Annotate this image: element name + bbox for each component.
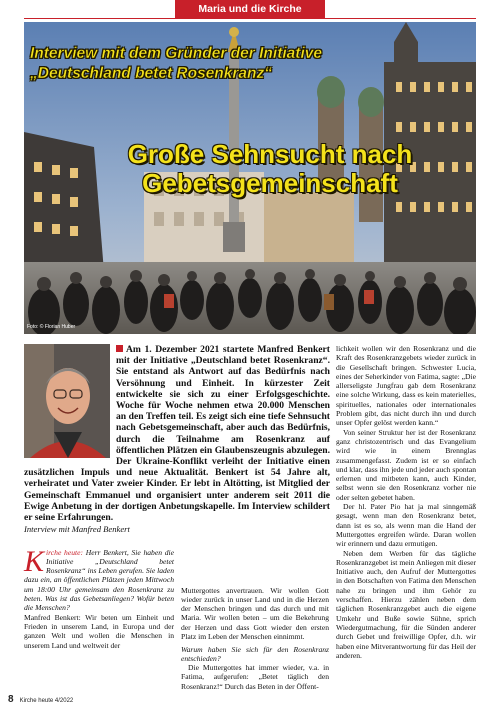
answer-1-continued: Muttergottes anvertrauen. Wir wollen Gott wieder zurück in unser Land und in die Herzen der Menschen bringen und das durch und mit Maria. Wir wollen beten – um die Bekehrung der Herzen und dass Gott wieder den ersten Platz im Leben der Menschen einnimmt. <box>181 586 329 641</box>
article-kicker: Interview mit dem Gründer der Initiative „Deutschland betet Rosenkranz“ <box>30 45 322 82</box>
column-3-para-3: Der hl. Pater Pio hat ja mal sinngemäß gesagt, wenn man den Rosenkranz betet, dann ist es so, als wenn man die Hand der Muttergottes ergreifen würde. Daran wollen wir erinnern und dazu ermutigen. <box>336 502 476 549</box>
column-1 <box>24 545 174 651</box>
page-footer <box>8 694 73 705</box>
answer-2: Die Muttergottes hat immer wieder, v.a. in Fatima, aufgerufen: „Betet täglich den Rosenkranz!“ Durch das Beten in der Öffent- <box>181 663 329 691</box>
top-rule <box>24 18 476 19</box>
column-3 <box>336 344 476 660</box>
intro-marker <box>116 345 123 352</box>
interviewer-label: irche heute: <box>46 548 84 557</box>
answer-1: Manfred Benkert: Wir beten um Einheit und Frieden in unserem Land, in Europa und der ganzen Welt und wollen die Menschen in unserem Land und weltweit der <box>24 613 174 650</box>
issue-label: Kirche heute 4/2022 <box>19 698 74 704</box>
question-1-text: Herr Benkert, Sie haben die Initiative „Deutschland betet Rosenkranz“ ins Leben gerufen. Sie laden dazu ein, an öffentlichen Plätzen jeden Mittwoch um 18:00 Uhr gemeinsam den Rosenkranz zu beten. Was ist das Gebetsanliegen? Wofür beten die Menschen? <box>24 548 174 612</box>
article-intro <box>24 344 330 523</box>
question-2: Warum haben Sie sich für den Rosenkranz entschieden? <box>181 644 329 664</box>
article-headline: Große Sehnsucht nach Gebetsgemeinschaft <box>127 139 413 198</box>
column-3-para-4: Neben dem Werben für das tägliche Rosenkranzgebet ist mein Anliegen mit dieser Initiative auch, den Aufruf der Muttergottes in den Botschaften von Fatima den Menschen nahe zu bringen und ihm Gehör zu verschaffen. Hierzu zählen neben dem täglichen Rosenkranzgebet auch die eigene Umkehr und Buße sowie Sühne, sprich Wiedergutmachung, für die Sünden anderer durch Gebet und freiwillige Opfer, d.h. wir haben eine Mitverantwortung für das Heil der anderen. <box>336 548 476 660</box>
page-number: 8 <box>8 694 14 705</box>
photo-credit: Foto: © Florian Huber <box>27 324 76 330</box>
question-1 <box>24 545 174 612</box>
column-3-para-1: lichkeit wollen wir den Rosenkranz und die Kraft des Rosenkranzgebets wieder zurück in die Gesellschaft bringen. Schwester Lucia, eines der Seherkinder von Fatima, sagte: „Die allerseligste Jungfrau gab dem Rosenkranz eine solche Wirkung, dass es kein materielles, spirituelles, nationales oder internationales Problem gibt, das nicht durch ihn und durch unser Opfer gelöst werden kann.“ <box>336 344 476 428</box>
drop-cap: K <box>24 545 45 578</box>
column-2 <box>181 586 329 691</box>
intro-text: Am 1. Dezember 2021 startete Manfred Benkert mit der Initiative „Deutschland betet Rosenkranz“. Sie entstand als Antwort auf das Bedürfnis nach Versöhnung und Einheit. In kürzester Zeit entwickelte sie sich zu einer Erfolgsgeschichte. Woche für Woche nehmen etwa 20.000 Menschen an den Treffen teil. Es zeigt sich eine tiefe Sehnsucht nach Gebetsgemeinschaft, aber auch das Bedürfnis, durch die Teilnahme am Rosenkranz auf öffentlichen Plätzen ein Glaubenszeugnis abzulegen. Der Ukraine-Konflikt verleiht der Initiative einen zusätzlichen Impuls und neue Aktualität. Benkert ist 54 Jahre alt, verheiratet und Vater zweier Kinder. Er lebt in Altötting, ist Mitglied der Gemeinschaft Emmanuel und organisiert unter anderem seit 2011 die Ewige Anbetung in der dortigen Anbetungskapelle. Im Interview schildert er seine Erfahrungen. <box>24 344 330 524</box>
column-3-para-2: Von seiner Struktur her ist der Rosenkranz ganz christozentrisch und das Evangelium wird wie in einem Brennglas zusammengefasst. Zudem ist er so einfach und klar, dass ihn jede und jeder auch spontan erlernen und mitbeten kann, auch Kinder, selbst wenn sie den Rosenkranz vorher nie oder selten gebetet haben. <box>336 427 476 502</box>
section-label: Maria und die Kirche <box>175 0 325 18</box>
article-byline: Interview mit Manfred Benkert <box>24 524 130 534</box>
